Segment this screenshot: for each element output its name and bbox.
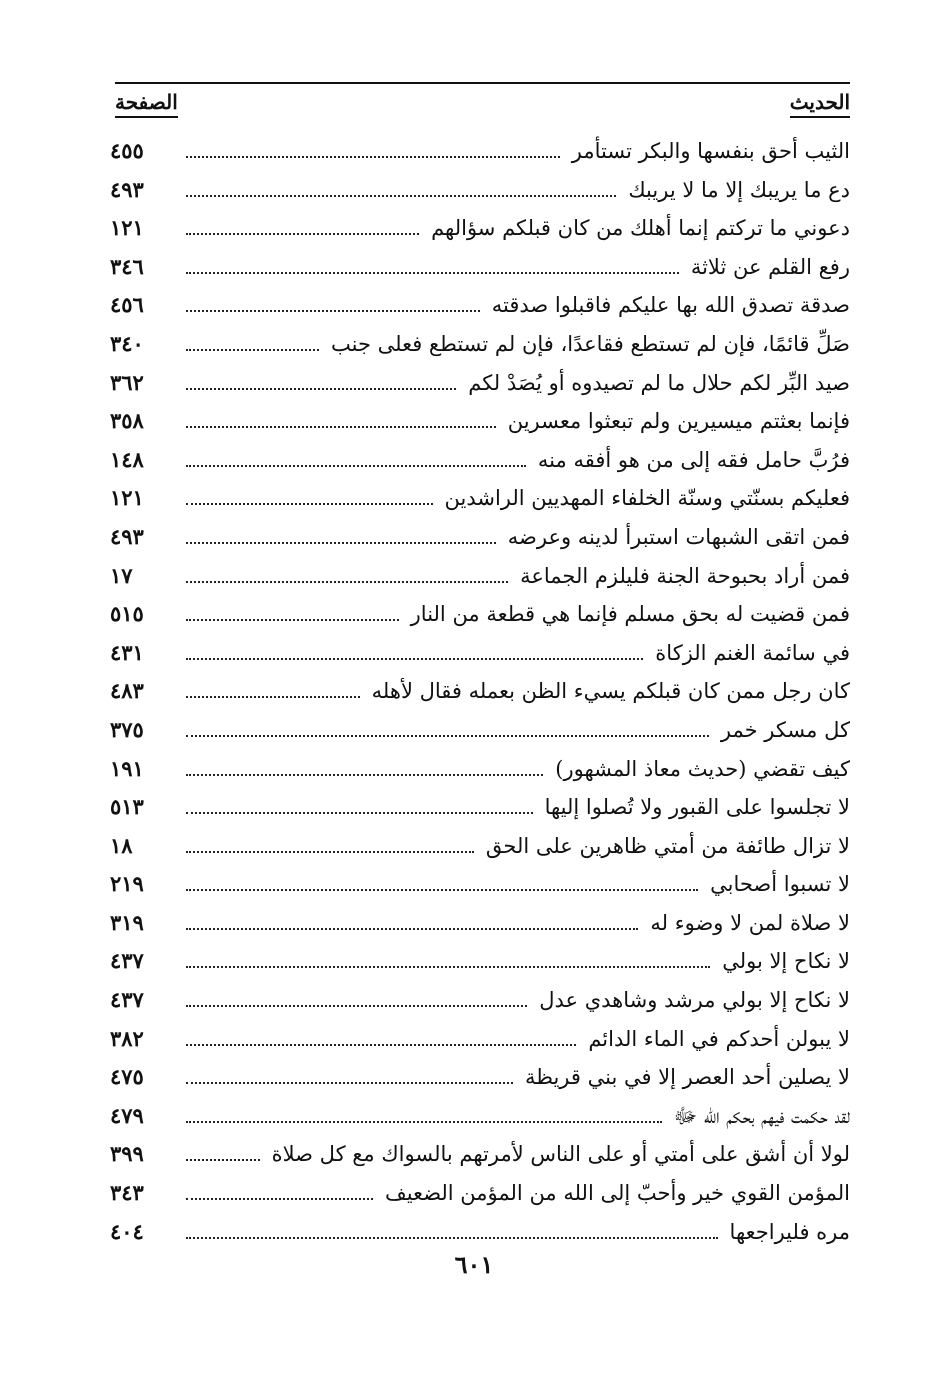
dot-leader [186,774,543,776]
page-reference: ٤٠٤ [110,1218,144,1244]
index-entry [110,524,850,563]
index-entry [110,485,850,524]
page-reference: ١٢١ [110,215,144,241]
page-number: ٦٠١ [454,1250,494,1279]
index-entry [110,254,850,293]
dot-leader [186,1121,662,1123]
hadith-column-heading: الحديث [790,90,850,118]
hadith-text: لا تجلسوا على القبور ولا تُصلوا إليها [544,795,850,820]
hadith-text: لا نكاح إلا بولي [722,949,850,974]
page-reference: ٣٧٥ [110,716,144,742]
index-entry [110,1064,850,1103]
index-entry [110,447,850,486]
hadith-text: فإنما بعثتم ميسيرين ولم تبعثوا معسرين [507,409,850,434]
dot-leader [186,503,433,505]
hadith-text: لا نكاح إلا بولي مرشد وشاهدي عدل [539,988,850,1013]
index-header [115,82,850,124]
hadith-text: صدقة تصدق الله بها عليكم فاقبلوا صدقته [491,293,850,318]
hadith-text: فعليكم بسنّتي وسنّة الخلفاء المهديين الراشدين [444,486,850,511]
index-entry [110,794,850,833]
page-reference: ٤٣٧ [110,948,144,974]
page-reference: ٤٩٣ [110,523,144,549]
index-entry [110,833,850,872]
page-reference: ١٧ [110,562,133,588]
dot-leader [186,465,526,467]
index-entry [110,601,850,640]
page-reference: ٤٧٥ [110,1064,144,1090]
hadith-text: صَلِّ قائمًا، فإن لم تستطع فقاعدًا، فإن لم تستطع فعلى جنب [331,331,850,356]
page-reference: ٣٤٣ [110,1180,144,1206]
page-reference: ١٩١ [110,755,144,781]
hadith-text: كيف تقضي (حديث معاذ المشهور) [555,756,850,781]
dot-leader [186,1237,718,1239]
page-reference: ٤٧٩ [110,1102,144,1128]
hadith-text: لا يبولن أحدكم في الماء الدائم [588,1026,850,1051]
page-reference: ٤٥٦ [110,292,144,318]
dot-leader [186,1005,527,1007]
page-reference: ٢١٩ [110,871,144,897]
dot-leader [186,426,496,428]
index-entry [110,1180,850,1219]
index-entry [110,292,850,331]
index-entry [110,177,850,216]
dot-leader [186,233,419,235]
hadith-text: فرُبَّ حامل فقه إلى من هو أفقه منه [537,447,850,472]
hadith-text: لا يصلين أحد العصر إلا في بني قريظة [524,1065,850,1090]
index-entry [110,1141,850,1180]
hadith-text: لا تزال طائفة من أمتي ظاهرين على الحق [485,833,850,858]
dot-leader [186,889,698,891]
dot-leader [186,1044,576,1046]
index-entry [110,640,850,679]
hadith-text: في سائمة الغنم الزكاة [655,640,850,665]
page-reference: ٤٣٧ [110,987,144,1013]
dot-leader [186,619,399,621]
index-entry [110,1103,850,1142]
page-reference: ١٢١ [110,485,144,511]
index-entry [110,370,850,409]
index-entry [110,987,850,1026]
hadith-text: دعوني ما تركتم إنما أهلك من كان قبلكم سؤالهم [431,216,850,241]
dot-leader [186,349,319,351]
hadith-index-list [110,138,850,1257]
page-reference: ٣٤٠ [110,330,144,356]
hadith-text: فمن اتقى الشبهات استبرأ لدينه وعرضه [507,524,850,549]
hadith-text: صيد البِّر لكم حلال ما لم تصيدوه أو يُصَدْ لكم [468,370,850,395]
dot-leader [186,658,643,660]
dot-leader [186,581,508,583]
hadith-text: كان رجل ممن كان قبلكم يسيء الظن بعمله فقال لأهله [371,679,850,704]
dot-leader [186,1159,260,1161]
hadith-text: فمن قضيت له بحق مسلم فإنما هي قطعة من النار [410,602,850,627]
dot-leader [186,735,709,737]
dot-leader [186,542,496,544]
page-reference: ١٤٨ [110,446,144,472]
page-reference: ٣٨٢ [110,1025,144,1051]
dot-leader [186,272,679,274]
index-entry [110,756,850,795]
page-reference: ٤٩٣ [110,176,144,202]
hadith-text: رفع القلم عن ثلاثة [690,254,850,279]
page-reference: ٤٨٣ [110,678,144,704]
page-column-heading: الصفحة [115,90,178,118]
hadith-text: الثيب أحق بنفسها والبكر تستأمر [571,139,850,163]
index-entry [110,1026,850,1065]
dot-leader [186,696,360,698]
index-entry [110,948,850,987]
index-entry [110,717,850,756]
page-reference: ٤٥٥ [110,138,144,163]
dot-leader [186,851,474,853]
hadith-text: دع ما يريبك إلا ما لا يريبك [628,177,850,202]
dot-leader [186,156,560,158]
hadith-text: مره فليراجعها [729,1219,850,1244]
hadith-text: لا تسبوا أصحابي [710,872,850,897]
dot-leader [186,310,480,312]
dot-leader [186,195,616,197]
dot-leader [186,1082,513,1084]
page-reference: ٣٤٦ [110,253,144,279]
index-entry [110,138,850,177]
hadith-text: كل مسكر خمر [720,717,850,742]
index-entry [110,871,850,910]
index-entry [110,215,850,254]
index-entry [110,910,850,949]
dot-leader [186,928,638,930]
hadith-text: لا صلاة لمن لا وضوء له [650,910,850,935]
dot-leader [186,1198,373,1200]
page-reference: ٥١٥ [110,601,144,627]
hadith-text: فمن أراد بحبوحة الجنة فليلزم الجماعة [520,563,850,588]
index-entry [110,563,850,602]
index-entry [110,331,850,370]
page-reference: ١٨ [110,832,133,858]
dot-leader [186,388,456,390]
index-entry [110,408,850,447]
hadith-text: المؤمن القوي خير وأحبّ إلى الله من المؤمن الضعيف [384,1181,850,1206]
page-reference: ٣٥٨ [110,408,144,434]
page-reference: ٤٣١ [110,639,144,665]
dot-leader [186,812,533,814]
dot-leader [186,966,710,968]
page-reference: ٣٩٩ [110,1141,144,1167]
page-reference: ٣٦٢ [110,369,144,395]
hadith-text: لقد حكمت فيهم بحكم الله ﷻ [673,1103,850,1128]
page-reference: ٥١٣ [110,794,144,820]
index-entry [110,678,850,717]
page-reference: ٣١٩ [110,909,144,935]
hadith-text: لولا أن أشق على أمتي أو على الناس لأمرتهم بالسواك مع كل صلاة [271,1142,850,1167]
